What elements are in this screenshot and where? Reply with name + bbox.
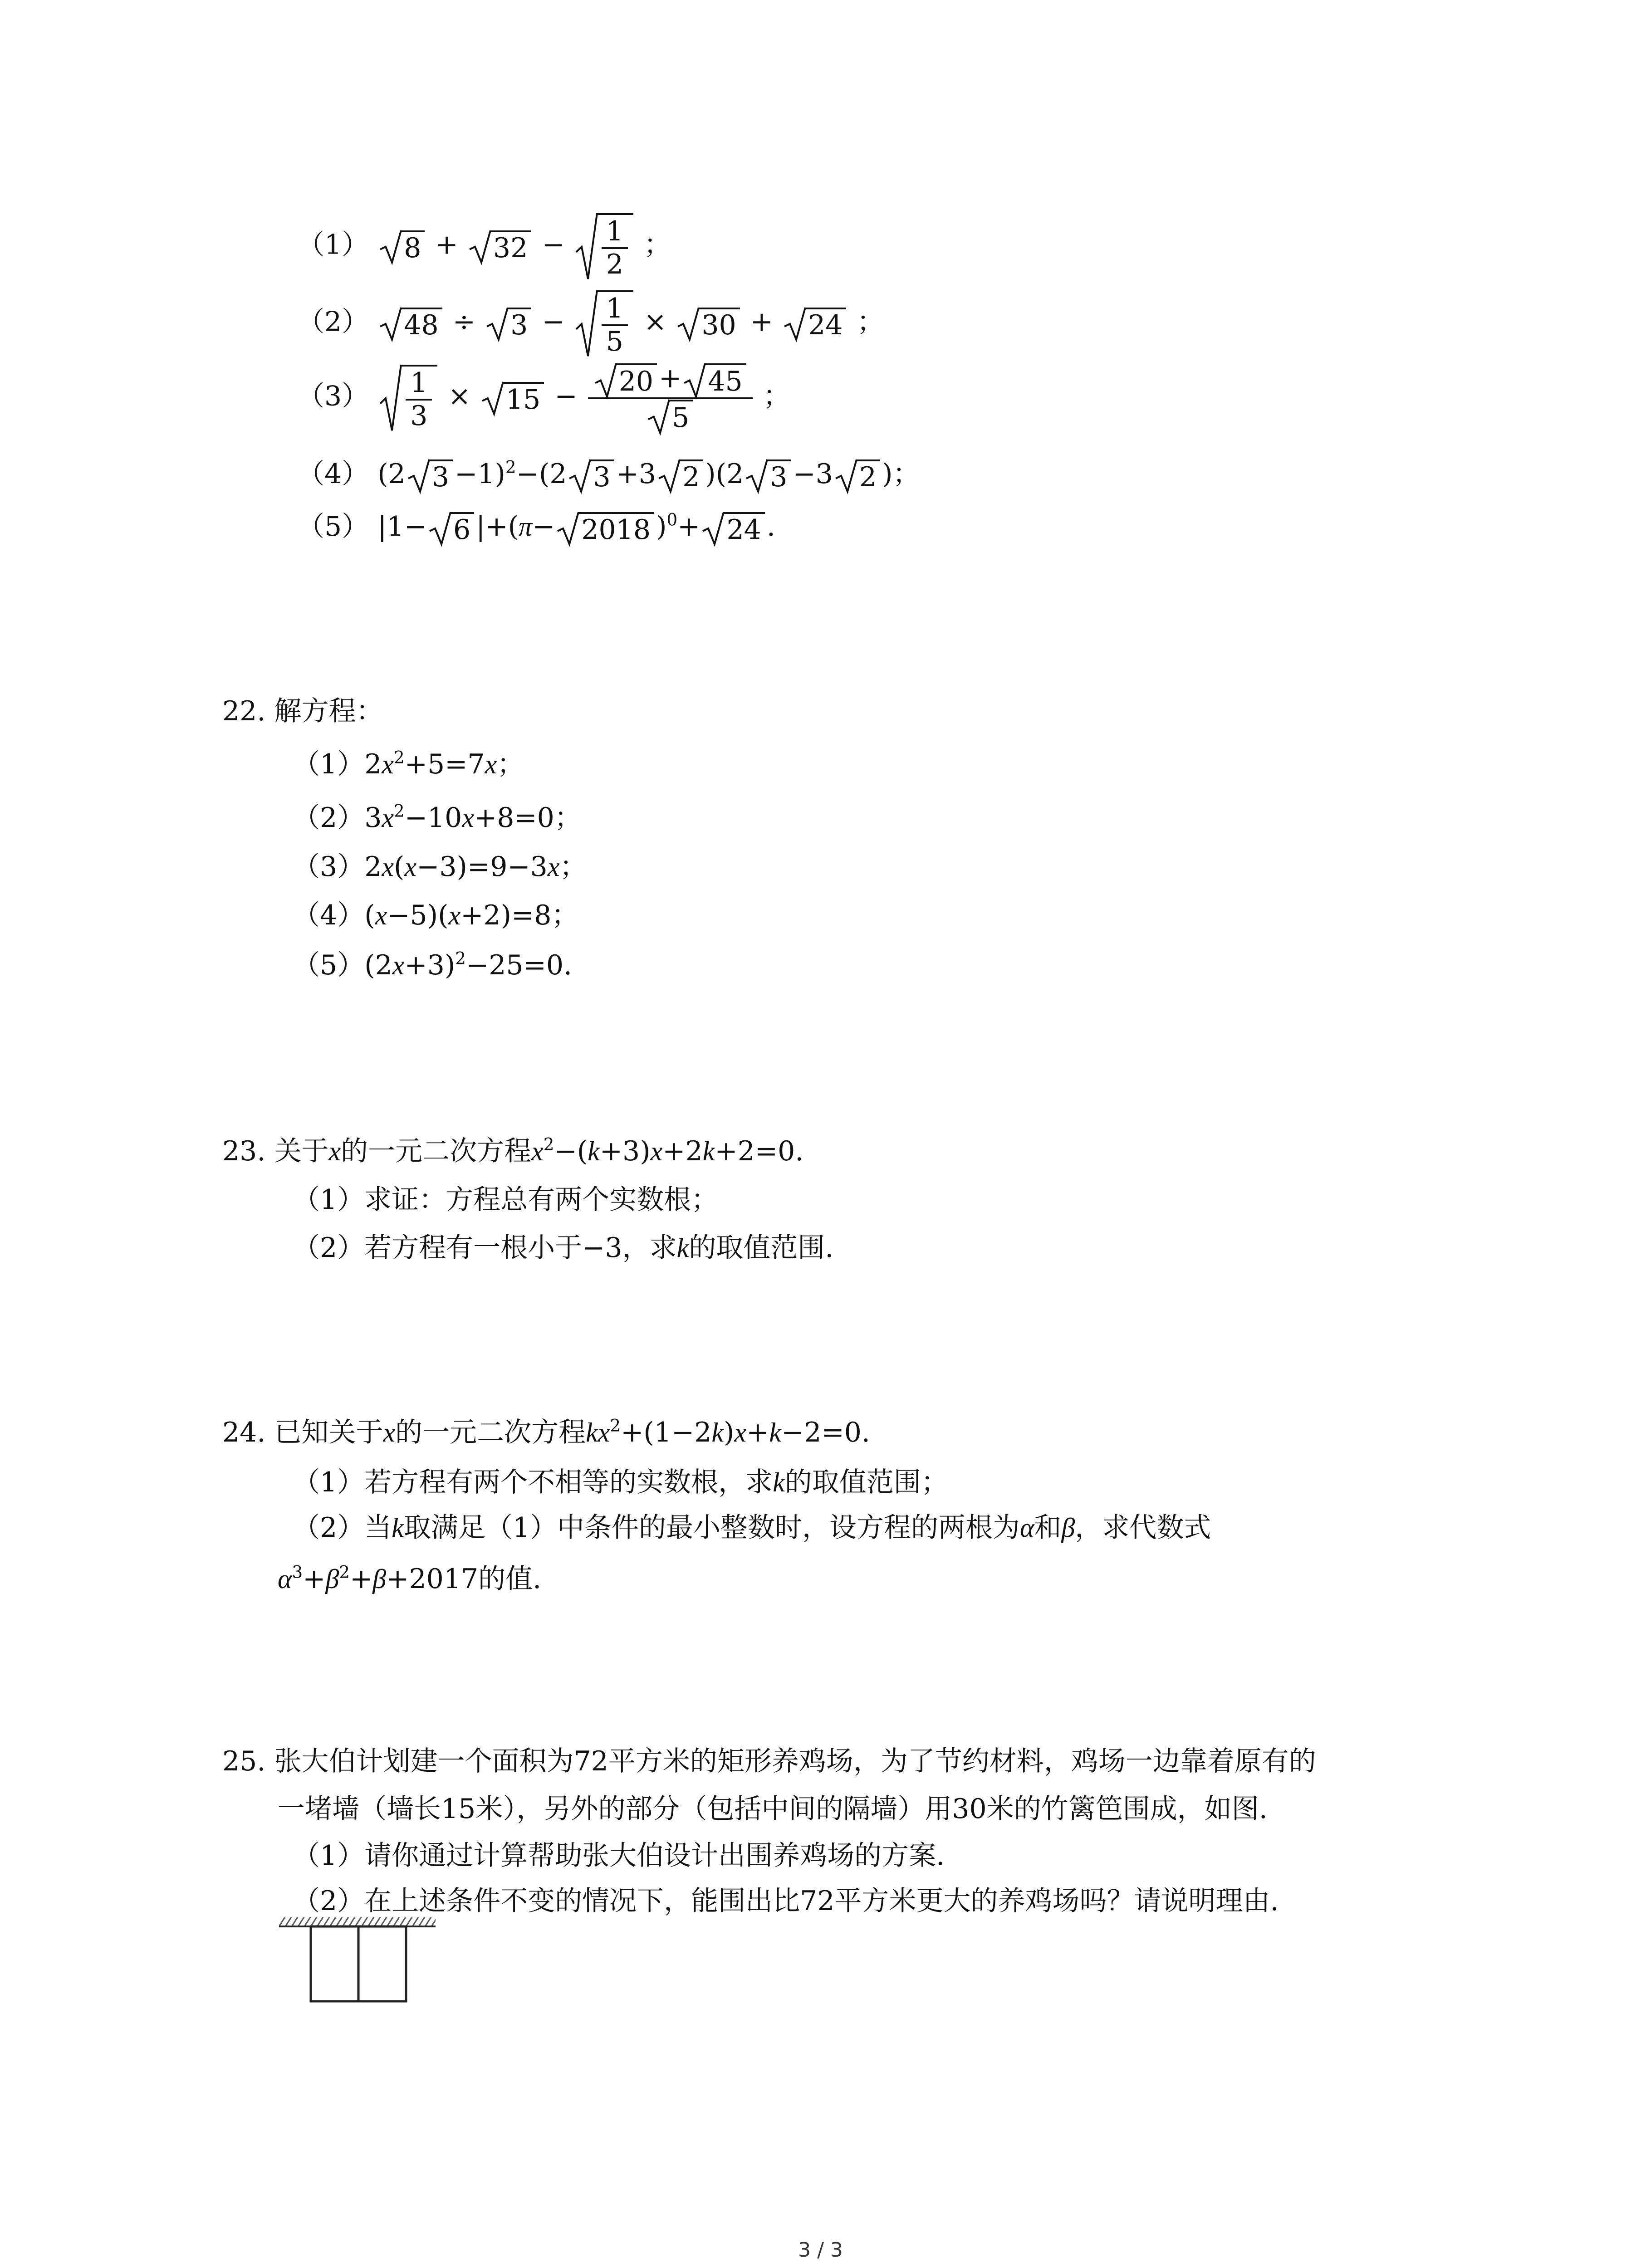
q24-sub-1: （1）若方程有两个不相等的实数根，求k的取值范围； [293,1466,948,1498]
q21-item-1: （1） 8 + 32 − $\frac{1}{2}$ ； [297,213,671,280]
q22-item-3: （3）2x(x−3)=9−3x； [293,851,587,883]
compound-fraction: 20 + 45 5 [588,363,753,434]
chicken-yard-figure [279,1916,436,2003]
sqrt: 48 [379,308,442,340]
q24-sub-2: （2）当k取满足（1）中条件的最小整数时，设方程的两根为α和β，求代数式 [293,1512,1211,1544]
q24-title: 24. 已知关于x的一元二次方程$kx^2+(1-2k)x+k-2=0$. [222,1415,870,1448]
q25-sub-1: （1）请你通过计算帮助张大伯设计出围养鸡场的方案. [293,1840,945,1872]
q25-sub-2: （2）在上述条件不变的情况下，能围出比72平方米更大的养鸡场吗？请说明理由. [293,1885,1279,1917]
q25-line-1: 25. 张大伯计划建一个面积为72平方米的矩形养鸡场，为了节约材料，鸡场一边靠着原有的 [222,1745,1316,1777]
q22-item-1: $(1)2x^2+5=7x$； [293,747,524,780]
sqrt: 3 [486,308,531,340]
sqrt-fraction: $\frac{1}{3}$ [379,365,437,432]
q22-item-2: $(2)3x^2-10x+8=0$； [293,801,582,834]
q25-line-2: 一堵墙（墙长15米），另外的部分（包括中间的隔墙）用30米的竹篱笆围成，如图. [278,1793,1268,1825]
q24-sub-2-cont: $\alpha^3+\beta^2+\beta+2017$的值. [278,1562,542,1595]
q22-item-4: （4）(x−5)(x+2)=8； [293,899,579,931]
q23-sub-2: （2）若方程有一根小于−3，求k的取值范围. [293,1232,834,1264]
page-number: 3 / 3 [798,2239,843,2262]
q23-title: 23. 关于x的一元二次方程$x^2-(k+3)x+2k+2=0$. [222,1134,804,1167]
q21-item-5: （5） |1− 6 |+(π− 2018 )$^0$+ 24 . [297,509,775,546]
q22-title: 22. 解方程： [222,695,383,727]
sqrt: 30 [677,308,740,340]
wall-hatching [279,1917,436,1926]
q22-item-5: $(5)(2x+3)^2-25=0$. [293,948,573,981]
sqrt: 15 [481,382,544,415]
sqrt: 8 [379,230,425,263]
q21-item-4: （4） (2 3 −1)$^2$−(2 3 +3 2 )(2 3 −3 2 )； [297,457,920,494]
sqrt: 32 [469,230,531,263]
q21-item-3: （3） $\frac{1}{3}$ × 15 − 20 + 45 5 ； [297,362,790,434]
sqrt: 24 [784,308,846,340]
q21-item-2: （2） 48 ÷ 3 − $\frac{1}{5}$ × 30 + 24 ； [297,290,884,357]
q23-sub-1: （1）求证：方程总有两个实数根； [293,1184,719,1216]
sqrt-fraction: $\frac{1}{2}$ [575,213,633,280]
sqrt-fraction: $\frac{1}{5}$ [575,290,633,357]
